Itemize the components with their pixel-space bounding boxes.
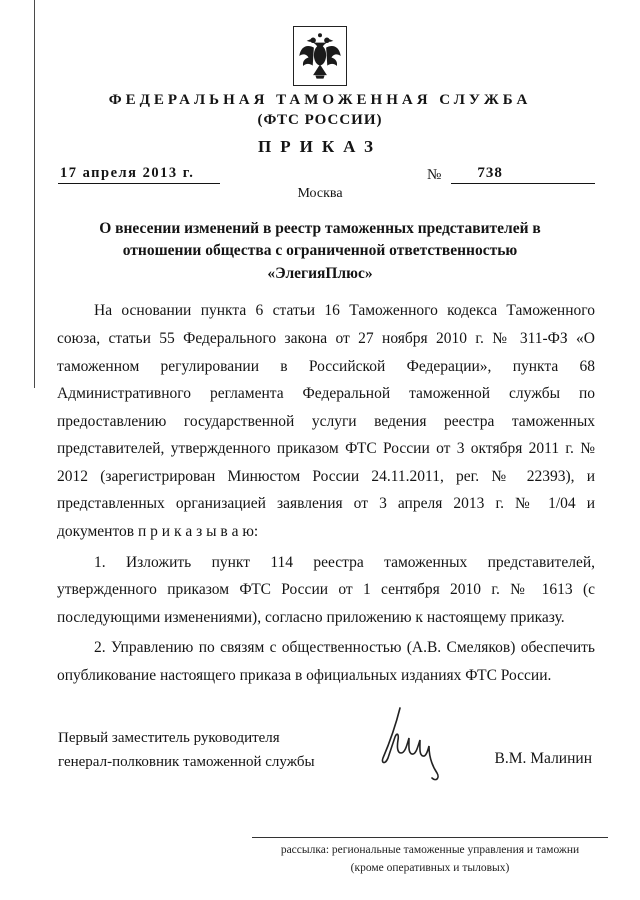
doc-city: Москва xyxy=(297,186,343,201)
body-paragraph-item-1: 1. Изложить пункт 114 реестра таможенных представителей, утвержденного приказом ФТС России от 1 сентября 2010 г. № 1613 (с последующими изменениями), согласно приложению к настоящему приказу. xyxy=(57,553,595,626)
double-headed-eagle-icon xyxy=(297,30,343,82)
org-name: ФЕДЕРАЛЬНАЯ ТАМОЖЕННАЯ СЛУЖБА xyxy=(108,92,532,108)
date-number-row xyxy=(0,165,640,184)
doc-date: 17 апреля 2013 г. xyxy=(58,165,220,184)
signature-block xyxy=(0,726,640,818)
signer-position-line1: Первый заместитель руководителя xyxy=(58,729,280,746)
body-paragraph-item-2: 2. Управлению по связям с общественностью (А.В. Смеляков) обеспечить опубликование настоящего приказа в официальных изданиях ФТС России. xyxy=(57,639,595,684)
body-paragraph-preamble: На основании пункта 6 статьи 16 Таможенного кодекса Таможенного союза, статьи 55 Федерального закона от 27 ноября 2010 г. № 311-ФЗ «О таможенном регулировании в Российской Федерации», пункта 68 Административного регламента Федеральной таможенной службы по предоставлению государственной услуги ведения реестра таможенных представителей, утвержденного приказом ФТС России от 3 октября 2011 г. № 2012 (зарегистрирован Минюстом России 24.11.2011, рег. № 22393), и представленных организацией заявления от 3 апреля 2013 г. № 1/04 и документов п р и к а з ы в а ю: xyxy=(57,302,595,541)
signer-position-line2: генерал-полковник таможенной службы xyxy=(58,753,315,770)
handwritten-signature xyxy=(360,704,460,804)
doc-number-label: № xyxy=(427,167,442,183)
doc-title: О внесении изменений в реестр таможенных представителей в отношении общества с ограниченной ответственностью «ЭлегияПлюс» xyxy=(99,220,541,282)
distribution-note-line1: рассылка: региональные таможенные управления и таможни xyxy=(280,844,580,857)
doc-number-block xyxy=(427,165,595,184)
doc-body xyxy=(0,297,640,689)
doc-type-heading: ПРИКАЗ xyxy=(258,137,382,156)
footer xyxy=(252,837,608,878)
doc-number: 738 xyxy=(451,165,595,184)
org-short-name: (ФТС РОССИИ) xyxy=(257,112,383,128)
signer-name: В.М. Малинин xyxy=(494,749,592,767)
scan-edge-artifact xyxy=(34,0,35,388)
footer-divider xyxy=(252,837,608,838)
distribution-note-line2: (кроме оперативных и тыловых) xyxy=(350,862,510,875)
coat-of-arms xyxy=(293,26,347,86)
